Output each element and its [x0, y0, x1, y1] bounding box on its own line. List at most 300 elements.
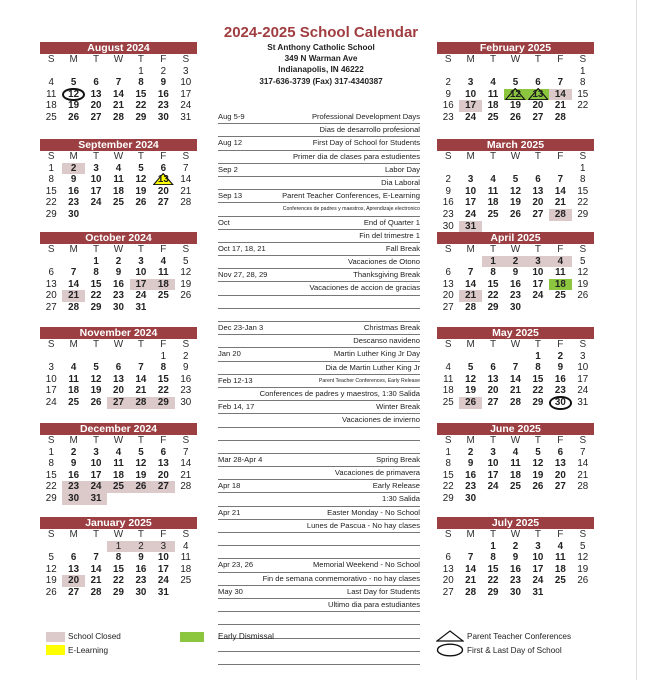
event-date: Apr 18 [218, 481, 241, 491]
day-number: 8 [48, 174, 54, 186]
day-number: 19 [135, 185, 147, 197]
empty-cell [62, 541, 84, 553]
day-cell [175, 112, 197, 124]
day-number: 14 [135, 373, 147, 385]
day-number: 3 [93, 162, 99, 174]
day-cell [549, 174, 571, 186]
day-number: 5 [580, 540, 586, 552]
weekday-label: W [113, 151, 124, 162]
day-number: 23 [442, 208, 454, 220]
day-number: 15 [90, 278, 102, 290]
weekday-label: M [466, 339, 475, 350]
triangle-icon [436, 630, 464, 642]
day-number: 1 [535, 350, 541, 362]
weekday-label: T [93, 244, 100, 255]
event-row [218, 190, 420, 203]
event-row [218, 480, 420, 493]
day-number: 7 [70, 267, 77, 279]
day-cell [175, 481, 197, 493]
day-number: 20 [442, 290, 454, 302]
day-cell [549, 541, 571, 553]
day-number: 24 [90, 197, 102, 209]
day-cell [459, 397, 481, 409]
day-number: 31 [465, 220, 477, 232]
weekday-label: S [579, 529, 587, 540]
day-number: 17 [135, 278, 147, 290]
day-number: 21 [180, 185, 192, 197]
day-number: 19 [577, 278, 589, 290]
day-number: 5 [48, 552, 54, 564]
day-number: 17 [465, 100, 477, 112]
day-number: 17 [532, 278, 544, 290]
legend-conferences-label: Parent Teacher Conferences [467, 632, 572, 641]
day-number: 20 [90, 100, 102, 112]
day-number: 7 [183, 162, 189, 174]
day-cell [482, 470, 504, 482]
day-number: 3 [48, 362, 54, 374]
event-description: Martin Luther King Jr Day [333, 349, 420, 359]
month-header: November 2024 [40, 327, 197, 339]
weekday-label: M [69, 54, 78, 65]
day-number: 23 [135, 575, 147, 587]
day-cell [152, 279, 174, 291]
event-description: Vacaciones de accion de gracias [309, 283, 420, 293]
day-number: 9 [70, 174, 77, 186]
day-number: 31 [180, 111, 192, 123]
weekday-label: M [466, 435, 475, 446]
day-cell [107, 267, 129, 279]
day-cell [175, 362, 197, 374]
day-cell [504, 209, 526, 221]
event-description: Vacaciones de Otono [347, 257, 420, 267]
day-cell [130, 267, 152, 279]
day-cell [175, 174, 197, 186]
day-number: 16 [510, 278, 521, 290]
day-number: 27 [532, 111, 544, 123]
day-number: 10 [157, 552, 169, 564]
day-number: 11 [555, 552, 566, 564]
day-cell [40, 302, 62, 314]
day-number: 15 [487, 278, 499, 290]
event-row [218, 533, 420, 546]
day-number: 28 [465, 301, 477, 313]
day-number: 7 [467, 267, 474, 279]
month-april-2025 [437, 232, 594, 314]
day-number: 24 [532, 290, 544, 302]
day-number: 29 [577, 208, 589, 220]
day-number: 30 [135, 586, 147, 598]
day-cell [107, 290, 129, 302]
weekday-label: S [579, 151, 587, 162]
day-number: 31 [157, 586, 169, 598]
day-number: 8 [138, 77, 144, 89]
day-cell [85, 174, 107, 186]
day-cell [62, 112, 84, 124]
day-cell [527, 374, 549, 386]
weekday-label: W [510, 244, 521, 255]
day-cell [107, 481, 129, 493]
day-number: 21 [113, 100, 124, 112]
day-number: 27 [90, 111, 102, 123]
day-number: 15 [45, 469, 57, 481]
day-cell [482, 374, 504, 386]
day-cell [40, 470, 62, 482]
day-number: 14 [577, 458, 589, 470]
day-number: 19 [90, 385, 102, 397]
day-cell [572, 256, 594, 268]
day-number: 7 [115, 77, 122, 89]
event-row [218, 243, 420, 256]
day-number: 9 [70, 458, 77, 470]
day-cell [459, 493, 481, 505]
day-cell [437, 209, 459, 221]
day-cell [504, 256, 526, 268]
weekday-label: M [466, 54, 475, 65]
day-number: 11 [487, 185, 499, 197]
day-cell [62, 447, 84, 459]
day-number: 29 [135, 111, 147, 123]
day-number: 24 [465, 111, 477, 123]
day-cell [175, 374, 197, 386]
day-number: 12 [577, 267, 589, 279]
day-number: 5 [467, 362, 474, 374]
day-number: 12 [577, 552, 589, 564]
day-number: 4 [160, 255, 167, 267]
day-number: 26 [180, 290, 192, 302]
day-grid [40, 54, 197, 124]
event-row [218, 467, 420, 480]
day-number: 1 [160, 350, 167, 362]
weekday-label: T [534, 435, 541, 446]
day-number: 12 [135, 458, 147, 470]
day-cell [107, 100, 129, 112]
event-description: Fin del trimestre 1 [359, 230, 420, 240]
event-date: May 30 [218, 586, 243, 596]
day-cell [152, 112, 174, 124]
legend-closed-label: School Closed [68, 632, 121, 641]
day-number: 4 [557, 255, 564, 267]
day-cell [62, 470, 84, 482]
weekday-label: S [182, 54, 190, 65]
day-cell [85, 77, 107, 89]
day-cell [437, 89, 459, 101]
event-row [218, 559, 420, 572]
weekday-label: S [182, 151, 190, 162]
day-cell [62, 493, 84, 505]
event-description: Fall Break [385, 243, 420, 253]
event-row [218, 111, 420, 124]
day-number: 26 [577, 290, 589, 302]
day-grid [437, 54, 594, 124]
day-number: 22 [45, 197, 57, 209]
day-cell [437, 493, 459, 505]
day-cell [107, 89, 129, 101]
day-number: 24 [577, 385, 589, 397]
day-cell [40, 100, 62, 112]
event-description: First Day of School for Students [312, 138, 420, 148]
day-cell [527, 575, 549, 587]
day-cell [130, 362, 152, 374]
day-cell [40, 197, 62, 209]
day-number: 20 [68, 575, 80, 587]
day-number: 28 [510, 396, 521, 408]
day-number: 10 [180, 77, 192, 89]
day-number: 21 [554, 197, 566, 209]
day-number: 26 [577, 575, 589, 587]
day-number: 14 [180, 174, 192, 186]
day-cell [107, 362, 129, 374]
empty-cell [85, 351, 107, 363]
day-number: 23 [442, 111, 454, 123]
empty-cell [85, 66, 107, 78]
month-header: February 2025 [437, 42, 594, 54]
day-number: 10 [465, 185, 477, 197]
empty-cell [437, 351, 459, 363]
day-number: 4 [183, 540, 189, 552]
day-cell [130, 89, 152, 101]
day-cell [549, 564, 571, 576]
day-cell [175, 256, 197, 268]
day-number: 27 [532, 208, 544, 220]
day-number: 1 [48, 446, 54, 458]
month-january-2025 [40, 517, 197, 599]
day-cell [152, 552, 174, 564]
day-cell [62, 362, 84, 374]
empty-cell [482, 163, 504, 175]
day-cell [572, 89, 594, 101]
weekday-label: F [557, 151, 564, 162]
day-cell [482, 256, 504, 268]
day-number: 8 [580, 174, 586, 186]
day-number: 21 [510, 385, 521, 397]
day-number: 15 [532, 373, 544, 385]
day-number: 18 [157, 278, 169, 290]
day-number: 30 [157, 111, 169, 123]
event-row [218, 401, 420, 414]
day-number: 12 [465, 373, 477, 385]
event-row [218, 137, 420, 150]
day-cell [437, 447, 459, 459]
day-cell [107, 552, 129, 564]
day-cell [572, 66, 594, 78]
day-cell [549, 351, 571, 363]
month-header: May 2025 [437, 327, 594, 339]
weekday-label: S [47, 244, 55, 255]
event-row [218, 203, 420, 216]
day-cell [459, 458, 481, 470]
day-cell [85, 302, 107, 314]
day-cell [549, 447, 571, 459]
empty-cell [459, 541, 481, 553]
day-number: 6 [535, 174, 541, 186]
day-number: 7 [580, 446, 586, 458]
day-number: 25 [487, 208, 499, 220]
empty-cell [437, 66, 459, 78]
day-cell [85, 89, 107, 101]
day-cell [175, 279, 197, 291]
day-number: 19 [68, 100, 80, 112]
day-number: 9 [445, 88, 451, 100]
event-description: Vacaciones de primavera [334, 468, 420, 478]
weekday-label: S [47, 54, 55, 65]
day-cell [549, 575, 571, 587]
day-number: 20 [157, 185, 169, 197]
weekday-label: S [579, 435, 587, 446]
day-cell [175, 385, 197, 397]
day-cell [572, 209, 594, 221]
event-row [218, 309, 420, 322]
day-number: 21 [135, 385, 147, 397]
day-cell [175, 66, 197, 78]
day-cell [40, 186, 62, 198]
day-cell [482, 112, 504, 124]
day-number: 30 [465, 492, 477, 504]
day-number: 6 [557, 446, 564, 458]
day-cell [549, 552, 571, 564]
weekday-label: F [160, 244, 167, 255]
day-cell [459, 267, 481, 279]
day-number: 9 [445, 185, 451, 197]
day-number: 26 [510, 111, 521, 123]
event-row [218, 375, 420, 388]
day-cell [85, 493, 107, 505]
day-number: 24 [532, 575, 544, 587]
day-number: 24 [487, 481, 499, 493]
empty-cell [504, 351, 526, 363]
day-cell [107, 575, 129, 587]
day-cell [482, 174, 504, 186]
day-number: 2 [138, 540, 144, 552]
day-cell [175, 552, 197, 564]
day-cell [130, 587, 152, 599]
day-cell [85, 100, 107, 112]
weekday-label: T [490, 244, 497, 255]
weekday-label: T [93, 435, 100, 446]
day-number: 22 [577, 100, 589, 112]
weekday-label: M [69, 435, 78, 446]
day-number: 28 [554, 111, 566, 123]
day-grid [437, 435, 594, 505]
day-cell [437, 458, 459, 470]
day-cell [152, 564, 174, 576]
day-number: 11 [158, 267, 169, 279]
day-number: 1 [490, 255, 496, 267]
day-number: 30 [442, 220, 454, 232]
day-cell [130, 541, 152, 553]
day-cell [527, 458, 549, 470]
day-cell [572, 552, 594, 564]
day-cell [549, 209, 571, 221]
day-number: 23 [180, 385, 192, 397]
legend-first-last-label: First & Last Day of School [467, 646, 562, 655]
day-cell [175, 89, 197, 101]
weekday-label: M [69, 151, 78, 162]
day-cell [549, 89, 571, 101]
day-number: 22 [157, 385, 169, 397]
day-number: 1 [138, 65, 144, 77]
day-number: 14 [554, 185, 566, 197]
day-number: 11 [68, 373, 79, 385]
day-number: 15 [577, 185, 589, 197]
weekday-label: W [510, 529, 521, 540]
day-number: 6 [93, 77, 99, 89]
weekday-label: W [113, 435, 124, 446]
day-number: 29 [45, 208, 57, 220]
empty-cell [62, 256, 84, 268]
event-row [218, 230, 420, 243]
event-row [218, 599, 420, 612]
school-street: 349 N Warman Ave [284, 54, 358, 64]
day-cell [527, 209, 549, 221]
day-cell [504, 564, 526, 576]
day-number: 23 [68, 481, 80, 493]
day-number: 9 [512, 267, 519, 279]
day-cell [437, 385, 459, 397]
day-cell [459, 302, 481, 314]
day-number: 26 [68, 111, 80, 123]
day-cell [572, 481, 594, 493]
day-cell [152, 66, 174, 78]
day-number: 23 [510, 290, 521, 302]
day-cell [40, 447, 62, 459]
day-number: 10 [90, 174, 102, 186]
day-cell [175, 77, 197, 89]
day-cell [62, 458, 84, 470]
day-number: 24 [45, 396, 57, 408]
day-cell [107, 587, 129, 599]
day-cell [482, 186, 504, 198]
weekday-label: W [510, 54, 521, 65]
day-cell [130, 447, 152, 459]
day-number: 2 [445, 174, 451, 186]
day-cell [527, 362, 549, 374]
day-number: 18 [113, 185, 124, 197]
day-number: 13 [442, 278, 454, 290]
day-cell [572, 267, 594, 279]
day-cell [549, 290, 571, 302]
day-cell [504, 89, 526, 101]
day-number: 17 [157, 563, 169, 575]
weekday-label: S [444, 54, 452, 65]
day-cell [549, 374, 571, 386]
day-cell [459, 587, 481, 599]
day-cell [549, 256, 571, 268]
day-cell [437, 100, 459, 112]
day-number: 5 [138, 162, 144, 174]
day-number: 18 [510, 469, 521, 481]
day-number: 18 [554, 278, 566, 290]
day-number: 10 [90, 458, 102, 470]
day-number: 23 [465, 481, 477, 493]
day-cell [85, 374, 107, 386]
day-number: 6 [490, 362, 496, 374]
day-cell [482, 267, 504, 279]
day-cell [175, 397, 197, 409]
day-cell [152, 481, 174, 493]
day-cell [504, 100, 526, 112]
day-number: 10 [487, 458, 499, 470]
day-cell [504, 374, 526, 386]
day-number: 15 [45, 185, 57, 197]
day-number: 19 [510, 197, 521, 209]
day-number: 1 [445, 446, 451, 458]
day-cell [437, 481, 459, 493]
day-cell [85, 163, 107, 175]
empty-cell [482, 351, 504, 363]
day-cell [527, 587, 549, 599]
day-number: 13 [113, 373, 124, 385]
day-cell [107, 447, 129, 459]
